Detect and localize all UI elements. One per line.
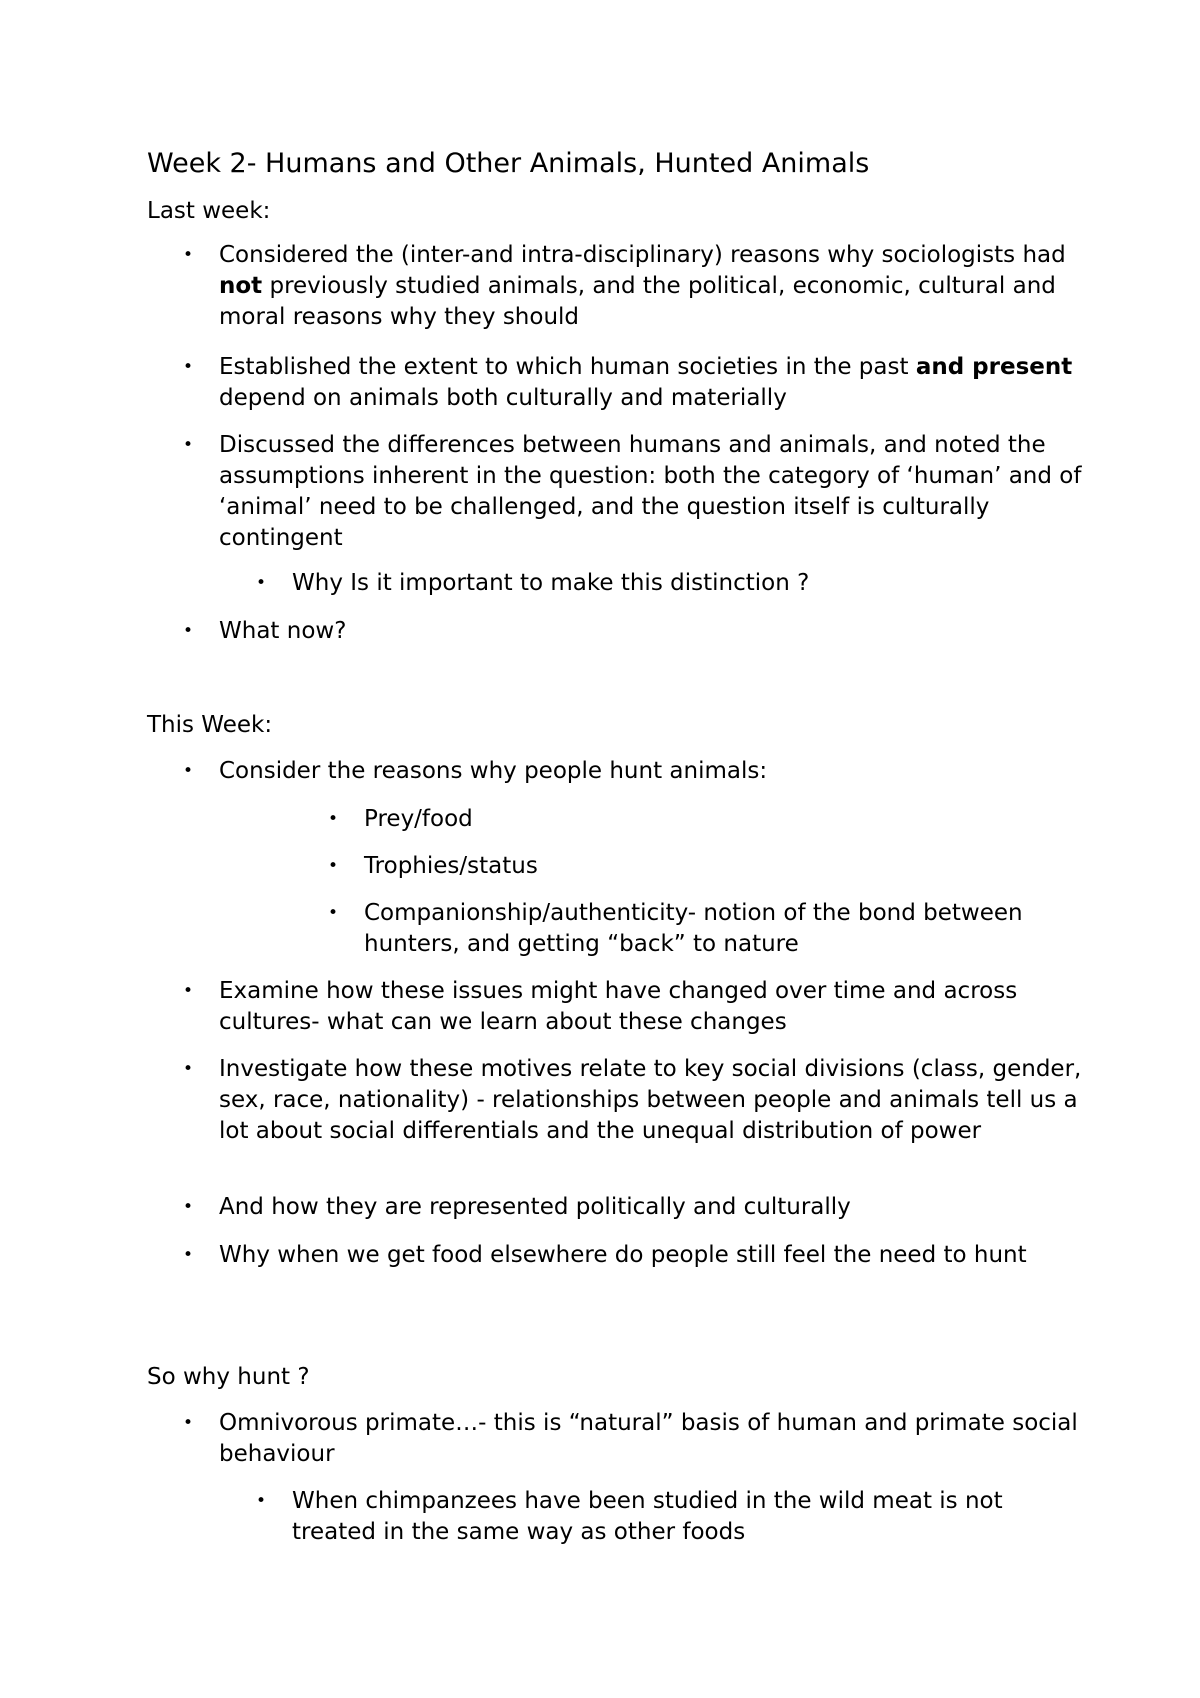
list-item: Considered the (inter-and intra-disciplinary) reasons why sociologists had not previously studied animals, and the political, economic, cultural and moral reasons why they should — [219, 242, 1066, 330]
bullet-icon: • — [183, 435, 194, 455]
bold-emphasis: not — [219, 273, 263, 299]
bullet-icon: • — [183, 1059, 194, 1079]
section-label-this-week: This Week: — [147, 712, 273, 738]
list-item: Trophies/status — [364, 853, 538, 879]
list-item: Why when we get food elsewhere do people still feel the need to hunt — [219, 1242, 1027, 1268]
bullet-icon: • — [183, 1197, 194, 1217]
list-item: Investigate how these motives relate to key social divisions (class, gender, sex, race, nationality) - relationships between people and animals tell us a lot about social differentials and the unequal distribution of power — [219, 1056, 1082, 1144]
bullet-icon: • — [183, 1413, 194, 1433]
bullet-icon: • — [183, 981, 194, 1001]
list-item: Discussed the differences between humans and animals, and noted the assumptions inherent in the question: both the category of ‘human’ and of ‘animal’ need to be challenged, and the question itself is culturally contingent — [219, 432, 1082, 551]
bullet-icon: • — [328, 809, 339, 829]
bullet-icon: • — [183, 1245, 194, 1265]
section-label-so-why-hunt: So why hunt ? — [147, 1364, 310, 1390]
section-label-last-week: Last week: — [147, 198, 271, 224]
list-item: What now? — [219, 618, 347, 644]
list-item: Prey/food — [364, 806, 473, 832]
list-item: Why Is it important to make this distinction ? — [292, 570, 810, 596]
bullet-icon: • — [328, 903, 339, 923]
list-item: And how they are represented politically and culturally — [219, 1194, 851, 1220]
list-item: Established the extent to which human societies in the past and present depend on animals both culturally and materially — [219, 354, 1073, 411]
bullet-icon: • — [256, 573, 267, 593]
list-item: Examine how these issues might have changed over time and across cultures- what can we learn about these changes — [219, 978, 1018, 1035]
list-item: Consider the reasons why people hunt animals: — [219, 758, 768, 784]
list-item: Omnivorous primate…- this is “natural” basis of human and primate social behaviour — [219, 1410, 1078, 1467]
bullet-icon: • — [328, 856, 339, 876]
list-item: When chimpanzees have been studied in the wild meat is not treated in the same way as other foods — [292, 1488, 1003, 1545]
bullet-icon: • — [183, 761, 194, 781]
bold-emphasis: and present — [915, 354, 1073, 380]
bullet-icon: • — [183, 245, 194, 265]
bullet-icon: • — [183, 621, 194, 641]
bullet-icon: • — [256, 1491, 267, 1511]
list-item: Companionship/authenticity- notion of the bond between hunters, and getting “back” to nature — [364, 900, 1023, 957]
bullet-icon: • — [183, 357, 194, 377]
document-title: Week 2- Humans and Other Animals, Hunted Animals — [147, 148, 870, 179]
